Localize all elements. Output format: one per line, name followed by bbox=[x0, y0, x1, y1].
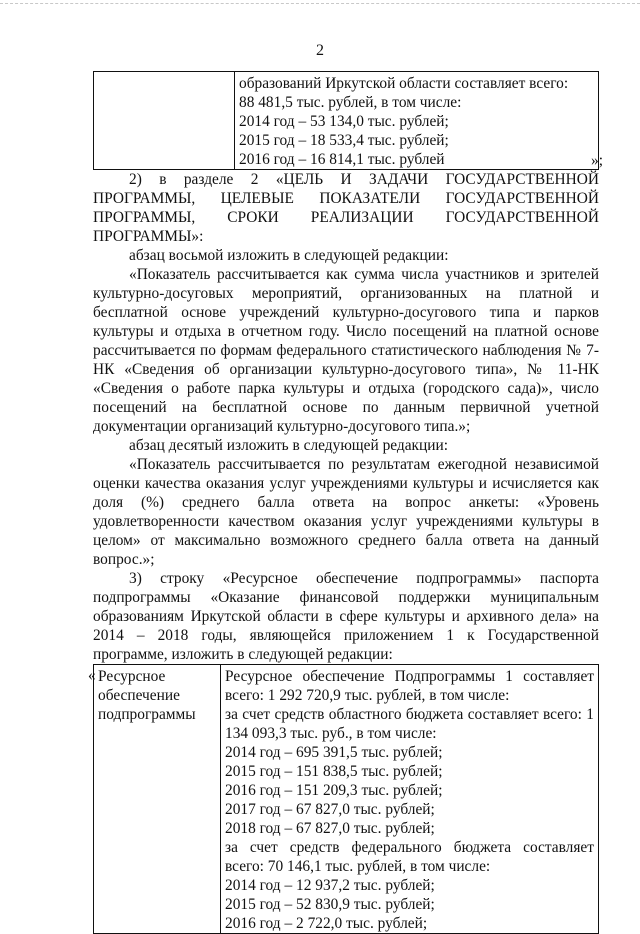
table1-line: 2015 год – 18 533,4 тыс. рублей; bbox=[239, 132, 449, 149]
table1-line: 2014 год – 53 134,0 тыс. рублей; bbox=[239, 113, 449, 130]
table2-line: 2015 год – 52 830,9 тыс. рублей; bbox=[225, 896, 435, 913]
opening-quote: « bbox=[88, 667, 96, 684]
table2-line: 2015 год – 151 838,5 тыс. рублей; bbox=[225, 763, 443, 780]
table1-right-cell bbox=[235, 72, 599, 170]
paragraph-quote: «Показатель рассчитывается как сумма числа участников и зрителей культурно-досуговых мероприятий, организованных на платной и бесплатной основе учреждений культурно-досугового типа и парков культуры и отдыха в отчетном году. Число посещений на платной основе рассчитывается по формам федерального статистического наблюдения № 7-НК «Сведения об организации культурно-досугового типа», № 11-НК «Сведения о работе парка культуры и отдыха (городского сада)», число посещений на бесплатной основе по данным первичной учетной документации организаций культурно-досугового типа.»; bbox=[93, 266, 599, 435]
table-resources bbox=[88, 664, 599, 934]
page-number: 2 bbox=[316, 42, 324, 59]
closing-quote: »; bbox=[591, 152, 603, 169]
table2-left-cell: Ресурсное обеспечение подпрограммы bbox=[94, 665, 221, 934]
paragraph-instruction: абзац восьмой изложить в следующей редакции: bbox=[129, 247, 449, 264]
document-body bbox=[88, 71, 603, 934]
table2-line: 2017 год – 67 827,0 тыс. рублей; bbox=[225, 801, 435, 818]
table1-line: образований Иркутской области составляет всего: bbox=[239, 75, 569, 92]
scan-top-edge bbox=[0, 3, 640, 4]
paragraph-item-2: 2) в разделе 2 «ЦЕЛЬ И ЗАДАЧИ ГОСУДАРСТВЕННОЙ ПРОГРАММЫ, ЦЕЛЕВЫЕ ПОКАЗАТЕЛИ ГОСУДАРСТВЕННОЙ ПРОГРАММЫ, СРОКИ РЕАЛИЗАЦИИ ГОСУДАРСТВЕННОЙ ПРОГРАММЫ»: bbox=[93, 171, 599, 245]
table2-line: 2014 год – 695 391,5 тыс. рублей; bbox=[225, 744, 443, 761]
paragraph-item-3: 3) строку «Ресурсное обеспечение подпрограммы» паспорта подпрограммы «Оказание финансовой поддержки муниципальным образованиям Иркутской области в сфере культуры и архивного дела» на 2014 – 2018 годы, являющейся приложением 1 к Государственной программе, изложить в следующей редакции: bbox=[93, 570, 599, 663]
table2-right-cell bbox=[221, 665, 599, 934]
table2-line: 2016 год – 2 722,0 тыс. рублей; bbox=[225, 915, 428, 932]
table2-line: 2016 год – 151 209,3 тыс. рублей; bbox=[225, 782, 443, 799]
table2-line: 2018 год – 67 827,0 тыс. рублей; bbox=[225, 820, 435, 837]
funding-table-top bbox=[93, 71, 599, 170]
table-continuation bbox=[93, 71, 603, 170]
funding-table-bottom bbox=[93, 664, 599, 934]
paragraph-instruction: абзац десятый изложить в следующей редакции: bbox=[129, 437, 449, 454]
table1-line: 2016 год – 16 814,1 тыс. рублей bbox=[239, 151, 445, 168]
table2-line: за счет средств федерального бюджета составляет всего: 70 146,1 тыс. рублей, в том числе: bbox=[225, 839, 594, 875]
table2-line: за счет средств областного бюджета составляет всего: 1 134 093,3 тыс. руб., в том числе: bbox=[225, 706, 594, 742]
table2-line: Ресурсное обеспечение Подпрограммы 1 составляет всего: 1 292 720,9 тыс. рублей, в том числе: bbox=[225, 668, 594, 704]
paragraph-quote: «Показатель рассчитывается по результатам ежегодной независимой оценки качества оказания услуг учреждениями культуры и исчисляется как доля (%) среднего балла ответа на вопрос анкеты: «Уровень удовлетворенности качеством оказания услуг учреждениями культуры в целом» от максимально возможного среднего балла ответа на данный вопрос.»; bbox=[93, 456, 599, 568]
table2-line: 2014 год – 12 937,2 тыс. рублей; bbox=[225, 877, 435, 894]
table1-left-cell bbox=[94, 72, 235, 170]
table1-line: 88 481,5 тыс. рублей, в том числе: bbox=[239, 94, 462, 111]
